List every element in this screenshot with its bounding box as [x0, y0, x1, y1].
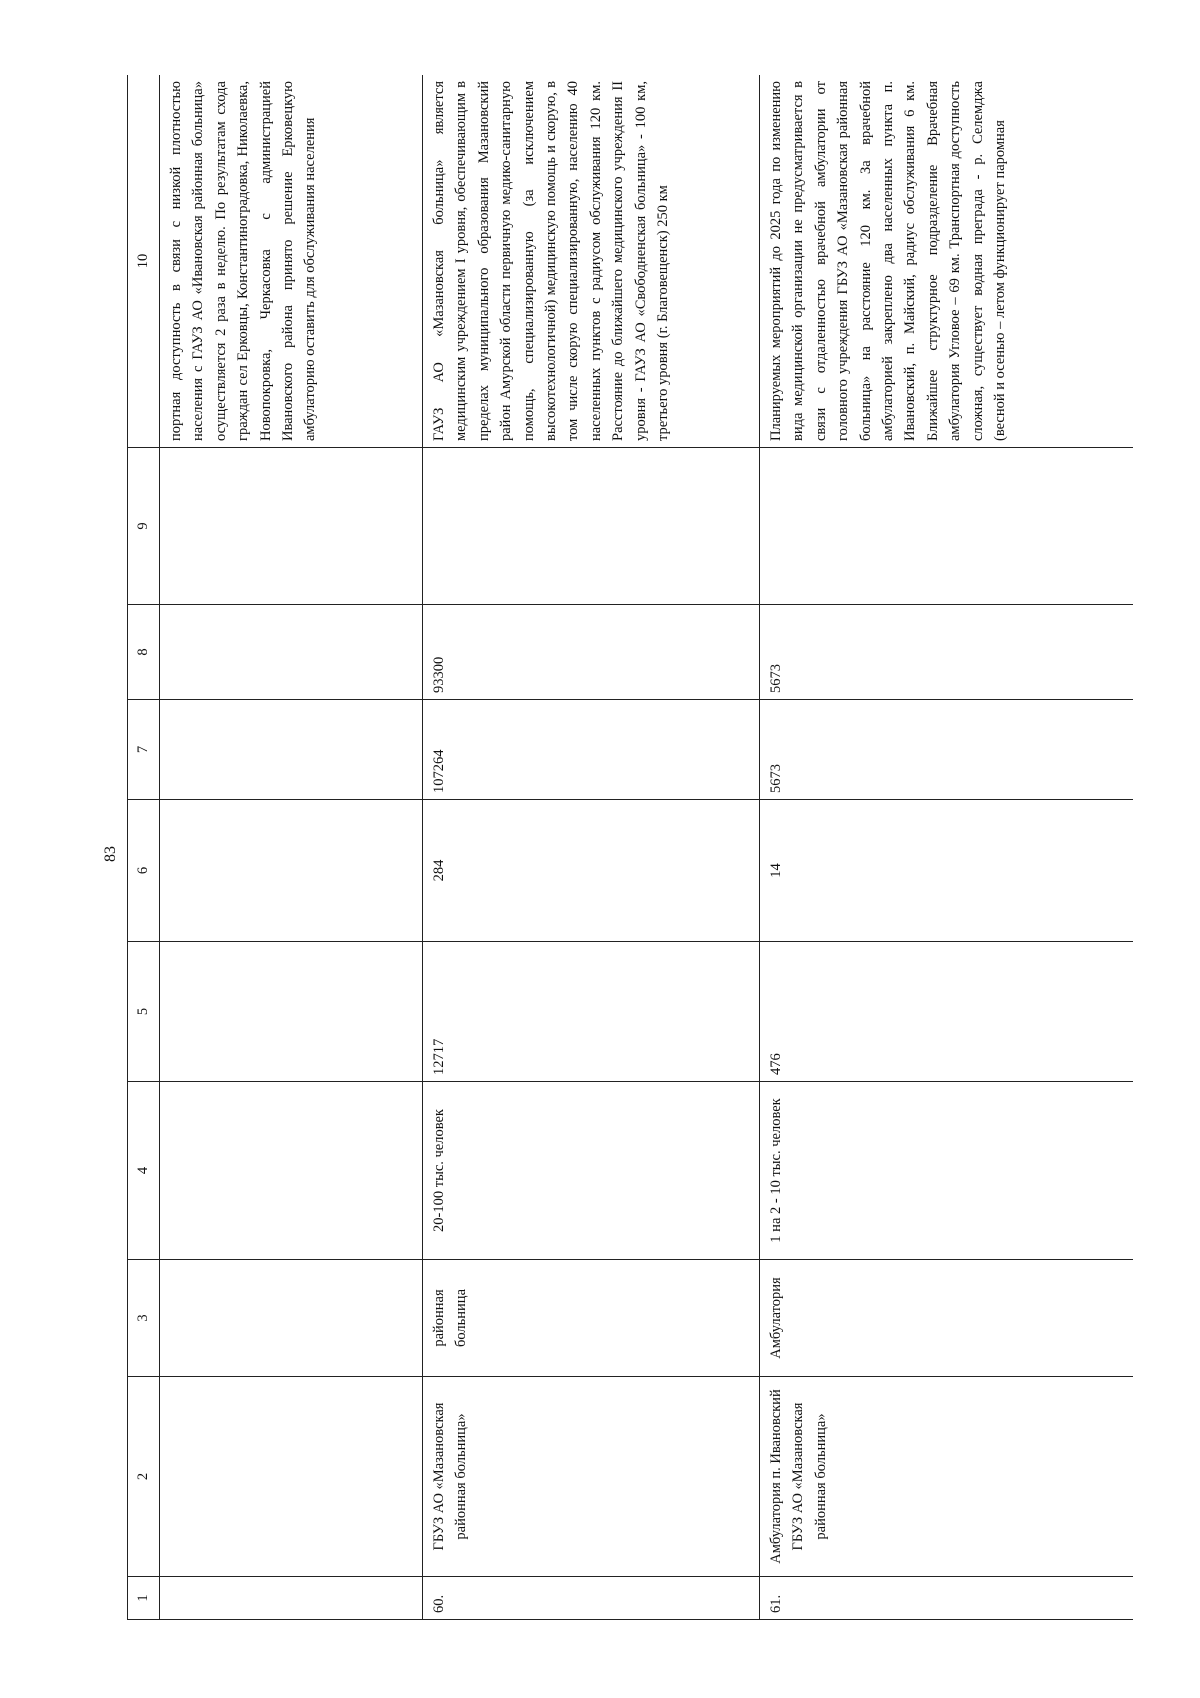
facility-name: Амбулатория п. Ивановский ГБУЗ АО «Мазановская районная больница»: [760, 1377, 1134, 1577]
header-col-9: 9: [128, 448, 160, 605]
value-col-5: 476: [760, 942, 1134, 1082]
value-col-9: [160, 448, 423, 605]
description-text: портная доступность в связи с низкой плотностью населения с ГАУЗ АО «Ивановская районная больница» осуществляется 2 раза в неделю. По результатам схода граждан сел Ерковцы, Константиноградовка, Николаевка, Новопокровка, Черкасовка с администрацией Ивановского района принято решение Ерковецкую амбулаторию оставить для обслуживания населения: [160, 75, 423, 448]
header-row: [128, 75, 160, 1620]
table-row: [423, 75, 760, 1620]
header-col-3: 3: [128, 1260, 160, 1377]
header-col-4: 4: [128, 1082, 160, 1260]
value-col-5: [160, 942, 423, 1082]
value-col-7: [160, 700, 423, 800]
value-col-9: [760, 448, 1134, 605]
facility-type: [160, 1260, 423, 1377]
facility-type: районная больница: [423, 1260, 760, 1377]
facility-name: ГБУЗ АО «Мазановская районная больница»: [423, 1377, 760, 1577]
value-col-8: 93300: [423, 605, 760, 700]
facilities-table: [127, 75, 1133, 1620]
table-landscape: [127, 75, 1133, 1620]
value-col-5: 12717: [423, 942, 760, 1082]
value-col-8: 5673: [760, 605, 1134, 700]
description-text: ГАУЗ АО «Мазановская больница» является медицинским учреждением I уровня, обеспечивающим в пределах муниципального образования Мазановский район Амурской области первичную медико-санитарную помощь, специализированную (за исключением высокотехнологичной) медицинскую помощь и скорую, в том числе скорую специализированную, населению 40 населенных пунктов с радиусом обслуживания 120 км. Расстояние до ближайшего медицинского учреждения II уровня - ГАУЗ АО «Свободненская больница» - 100 км, третьего уровня (г. Благовещенск) 250 км: [423, 75, 760, 448]
value-col-6: [160, 800, 423, 942]
header-col-10: 10: [128, 75, 160, 448]
table-frame: [127, 75, 1133, 1620]
value-col-6: 284: [423, 800, 760, 942]
row-number: [160, 1577, 423, 1620]
population-norm: 1 на 2 - 10 тыс. человек: [760, 1082, 1134, 1260]
table-row: [160, 75, 423, 1620]
description-text: Планируемых мероприятий до 2025 года по изменению вида медицинской организации не предусматривается в связи с отдаленностью врачебной амбулатории от головного учреждения ГБУЗ АО «Мазановская районная больница» на расстояние 120 км. За врачебной амбулаторией закреплено два населенных пункта п. Ивановский, п. Майский, радиус обслуживания 6 км. Ближайшее структурное подразделение Врачебная амбулатория Угловое – 69 км. Транспортная доступность сложная, существует водная преграда - р. Селемджа (весной и осенью – летом функционирует паромная: [760, 75, 1134, 448]
population-norm: 20-100 тыс. человек: [423, 1082, 760, 1260]
facility-name: [160, 1377, 423, 1577]
header-col-8: 8: [128, 605, 160, 700]
row-number: 61.: [760, 1577, 1134, 1620]
page-number: 83: [102, 846, 119, 862]
header-col-5: 5: [128, 942, 160, 1082]
value-col-8: [160, 605, 423, 700]
population-norm: [160, 1082, 423, 1260]
facility-type: Амбулатория: [760, 1260, 1134, 1377]
value-col-9: [423, 448, 760, 605]
row-number: 60.: [423, 1577, 760, 1620]
header-col-6: 6: [128, 800, 160, 942]
value-col-6: 14: [760, 800, 1134, 942]
header-col-2: 2: [128, 1377, 160, 1577]
value-col-7: 5673: [760, 700, 1134, 800]
value-col-7: 107264: [423, 700, 760, 800]
table-row: [760, 75, 1134, 1620]
header-col-7: 7: [128, 700, 160, 800]
header-col-1: 1: [128, 1577, 160, 1620]
